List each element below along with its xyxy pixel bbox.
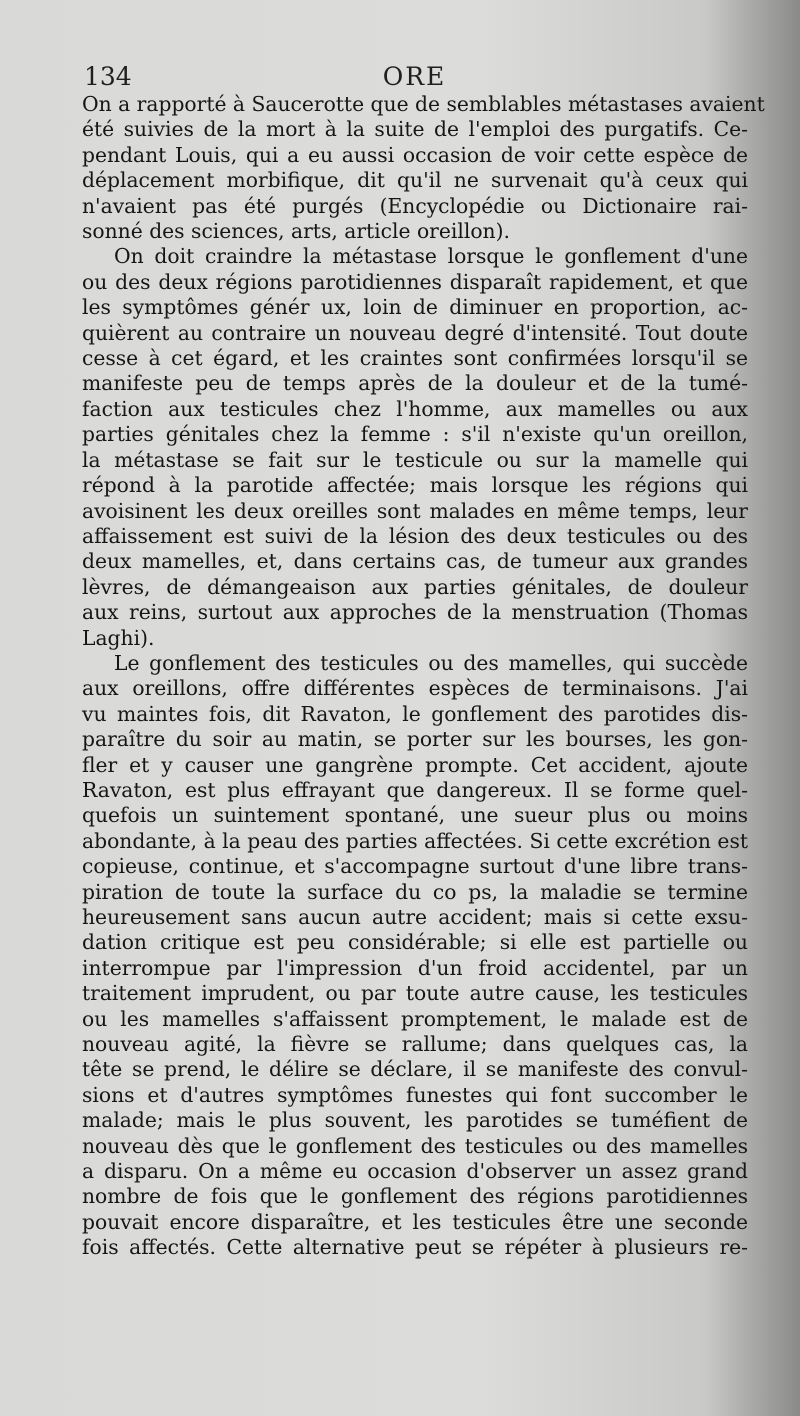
text-line: avoisinent les deux oreilles sont malades en même temps, leur bbox=[82, 498, 748, 523]
paragraph-2 bbox=[82, 244, 748, 651]
text-line: abondante, à la peau des parties affectées. Si cette excrétion est bbox=[82, 828, 748, 853]
text-line: Ravaton, est plus effrayant que dangereux. Il se forme quel- bbox=[82, 777, 748, 802]
text-line: parties génitales chez la femme : s'il n'existe qu'un oreillon, bbox=[82, 422, 748, 447]
text-line: pendant Louis, qui a eu aussi occasion de voir cette espèce de bbox=[82, 142, 748, 167]
text-line: lèvres, de démangeaison aux parties génitales, de douleur bbox=[82, 574, 748, 599]
text-line: déplacement morbifique, dit qu'il ne survenait qu'à ceux qui bbox=[82, 168, 748, 193]
text-line: nombre de fois que le gonflement des régions parotidiennes bbox=[82, 1184, 748, 1209]
text-line: heureusement sans aucun autre accident; mais si cette exsu- bbox=[82, 905, 748, 929]
text-line: affaissement est suivi de la lésion des deux testicules ou des bbox=[82, 523, 748, 548]
page-body-text bbox=[82, 92, 765, 1261]
text-line: paraître du soir au matin, se porter sur les bourses, les gon- bbox=[82, 727, 748, 752]
text-line: deux mamelles, et, dans certains cas, de tumeur aux grandes bbox=[82, 549, 748, 574]
text-line: cesse à cet égard, et les craintes sont confirmées lorsqu'il se bbox=[82, 346, 748, 371]
text-line: aux oreillons, offre différentes espèces de terminaisons. J'ai bbox=[82, 676, 748, 701]
text-line: manifeste peu de temps après de la douleur et de la tumé- bbox=[82, 371, 748, 396]
page-number: 134 bbox=[84, 62, 132, 91]
running-head: ORE bbox=[382, 62, 447, 91]
text-line: la métastase se fait sur le testicule ou sur la mamelle qui bbox=[82, 447, 748, 472]
text-line: faction aux testicules chez l'homme, aux mamelles ou aux bbox=[82, 396, 748, 421]
text-line: sonné des sciences, arts, article oreillon). bbox=[82, 219, 510, 244]
page-header bbox=[84, 62, 745, 96]
text-line: tête se prend, le délire se déclare, il se manifeste des convul- bbox=[82, 1057, 748, 1082]
text-line: n'avaient pas été purgés (Encyclopédie ou Dictionaire rai- bbox=[82, 193, 748, 218]
text-line: traitement imprudent, ou par toute autre cause, les testicules bbox=[82, 981, 748, 1006]
paragraph-3 bbox=[82, 651, 748, 1261]
text-line: Le gonflement des testicules ou des mamelles, qui succède bbox=[114, 650, 748, 675]
text-line: fois affectés. Cette alternative peut se répéter à plusieurs re- bbox=[82, 1235, 748, 1260]
text-line: vu maintes fois, dit Ravaton, le gonflement des parotides dis- bbox=[82, 701, 748, 726]
text-line: malade; mais le plus souvent, les parotides se tuméfient de bbox=[82, 1108, 748, 1133]
text-line: piration de toute la surface du co ps, la maladie se termine bbox=[82, 879, 748, 904]
text-line: interrompue par l'impression d'un froid accidentel, par un bbox=[82, 955, 748, 980]
text-line: nouveau dès que le gonflement des testicules ou des mamelles bbox=[82, 1133, 748, 1158]
text-line: pouvait encore disparaître, et les testicules être une seconde bbox=[82, 1209, 748, 1234]
text-line: On a rapporté à Saucerotte que de semblables métastases avaient bbox=[82, 92, 765, 116]
text-line: quefois un suintement spontané, une sueur plus ou moins bbox=[82, 803, 748, 828]
text-line: sions et d'autres symptômes funestes qui font succomber le bbox=[82, 1082, 748, 1107]
text-line: copieuse, continue, et s'accompagne surtout d'une libre trans- bbox=[82, 854, 748, 879]
text-line: répond à la parotide affectée; mais lorsque les régions qui bbox=[82, 473, 748, 498]
text-line: ou les mamelles s'affaissent promptement, le malade est de bbox=[82, 1006, 748, 1031]
text-line: été suivies de la mort à la suite de l'emploi des purgatifs. Ce- bbox=[82, 117, 748, 142]
text-line: Laghi). bbox=[82, 625, 155, 650]
text-line: fler et y causer une gangrène prompte. Cet accident, ajoute bbox=[82, 752, 748, 777]
text-line: ou des deux régions parotidiennes disparaît rapidement, et que bbox=[82, 269, 748, 294]
text-line: a disparu. On a même eu occasion d'observer un assez grand bbox=[82, 1159, 748, 1184]
text-line: aux reins, surtout aux approches de la menstruation (Thomas bbox=[82, 600, 748, 625]
paragraph-1 bbox=[82, 92, 765, 244]
text-line: On doit craindre la métastase lorsque le gonflement d'une bbox=[114, 244, 748, 269]
text-line: dation critique est peu considérable; si elle est partielle ou bbox=[82, 930, 748, 955]
text-line: nouveau agité, la fièvre se rallume; dans quelques cas, la bbox=[82, 1032, 748, 1057]
text-line: quièrent au contraire un nouveau degré d'intensité. Tout doute bbox=[82, 320, 748, 345]
text-line: les symptômes génér ux, loin de diminuer en proportion, ac- bbox=[82, 295, 748, 320]
